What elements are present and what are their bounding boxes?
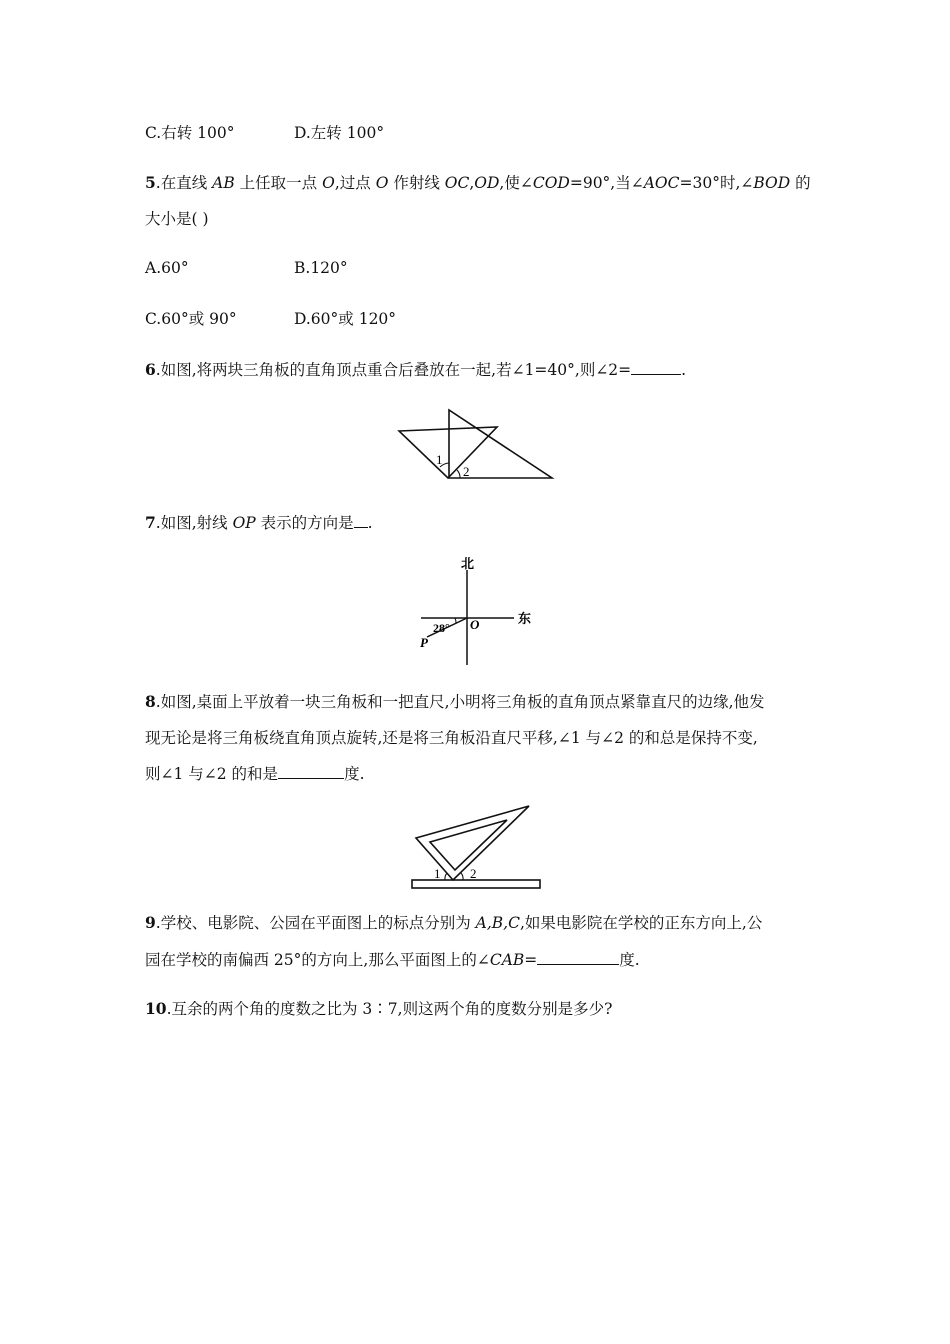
q8-triangle-inner <box>430 820 507 870</box>
q5-option-a: A.60° <box>145 259 189 277</box>
q8-number: 8 <box>145 692 156 711</box>
q6-label-2: 2 <box>463 464 470 479</box>
q7-label-east: 东 <box>518 611 532 626</box>
q9-stem-line2: 园在学校的南偏西 25°的方向上,那么平面图上的∠CAB= 度. <box>145 951 640 969</box>
q10-number: 10 <box>145 999 167 1018</box>
q8-angle-2-arc <box>461 873 463 880</box>
q5-stem-line2: 大小是( ) <box>145 210 209 228</box>
q5-number: 5 <box>145 173 156 192</box>
q5-option-b: B.120° <box>294 259 348 277</box>
q6-number: 6 <box>145 360 156 379</box>
q7-number: 7 <box>145 513 156 532</box>
q8-stem-line2: 现无论是将三角板绕直角顶点旋转,还是将三角板沿直尺平移,∠1 与∠2 的和总是保持不变, <box>145 729 758 747</box>
q10-stem: 10.互余的两个角的度数之比为 3∶7,则这两个角的度数分别是多少? <box>145 999 613 1018</box>
q8-angle-1-arc <box>445 873 447 880</box>
q7-label-angle: 28° <box>433 621 450 635</box>
q8-ruler <box>412 880 540 888</box>
q8-stem-line1: 8.如图,桌面上平放着一块三角板和一把直尺,小明将三角板的直角顶点紧靠直尺的边缘,他发 <box>145 692 765 711</box>
q8-stem-line3: 则∠1 与∠2 的和是 度. <box>145 765 365 783</box>
q4-option-c: C.右转 100° <box>145 124 235 142</box>
q8-label-2: 2 <box>470 866 477 881</box>
q6-stem: 6.如图,将两块三角板的直角顶点重合后叠放在一起,若∠1=40°,则∠2= . <box>145 360 687 379</box>
q5-option-d: D.60°或 120° <box>294 310 397 328</box>
q5-option-c: C.60°或 90° <box>145 310 237 328</box>
q7-label-north: 北 <box>461 556 475 571</box>
q6-label-1: 1 <box>436 452 443 467</box>
q7-label-o: O <box>470 617 480 632</box>
q8-label-1: 1 <box>434 866 441 881</box>
q7-label-p: P <box>420 635 428 650</box>
q9-stem-line1: 9.学校、电影院、公园在平面图上的标点分别为 A,B,C,如果电影院在学校的正东方向上,公 <box>145 913 763 932</box>
q4-option-d: D.左转 100° <box>294 124 385 142</box>
q5-stem-line1: 5.在直线 AB 上任取一点 O,过点 O 作射线 OC,OD,使∠COD=90°,当∠AOC=30°时,∠BOD 的 <box>145 173 811 192</box>
q9-number: 9 <box>145 913 156 932</box>
q9-answer-blank[interactable] <box>537 949 619 965</box>
q7-stem: 7.如图,射线 OP 表示的方向是 . <box>145 513 373 532</box>
